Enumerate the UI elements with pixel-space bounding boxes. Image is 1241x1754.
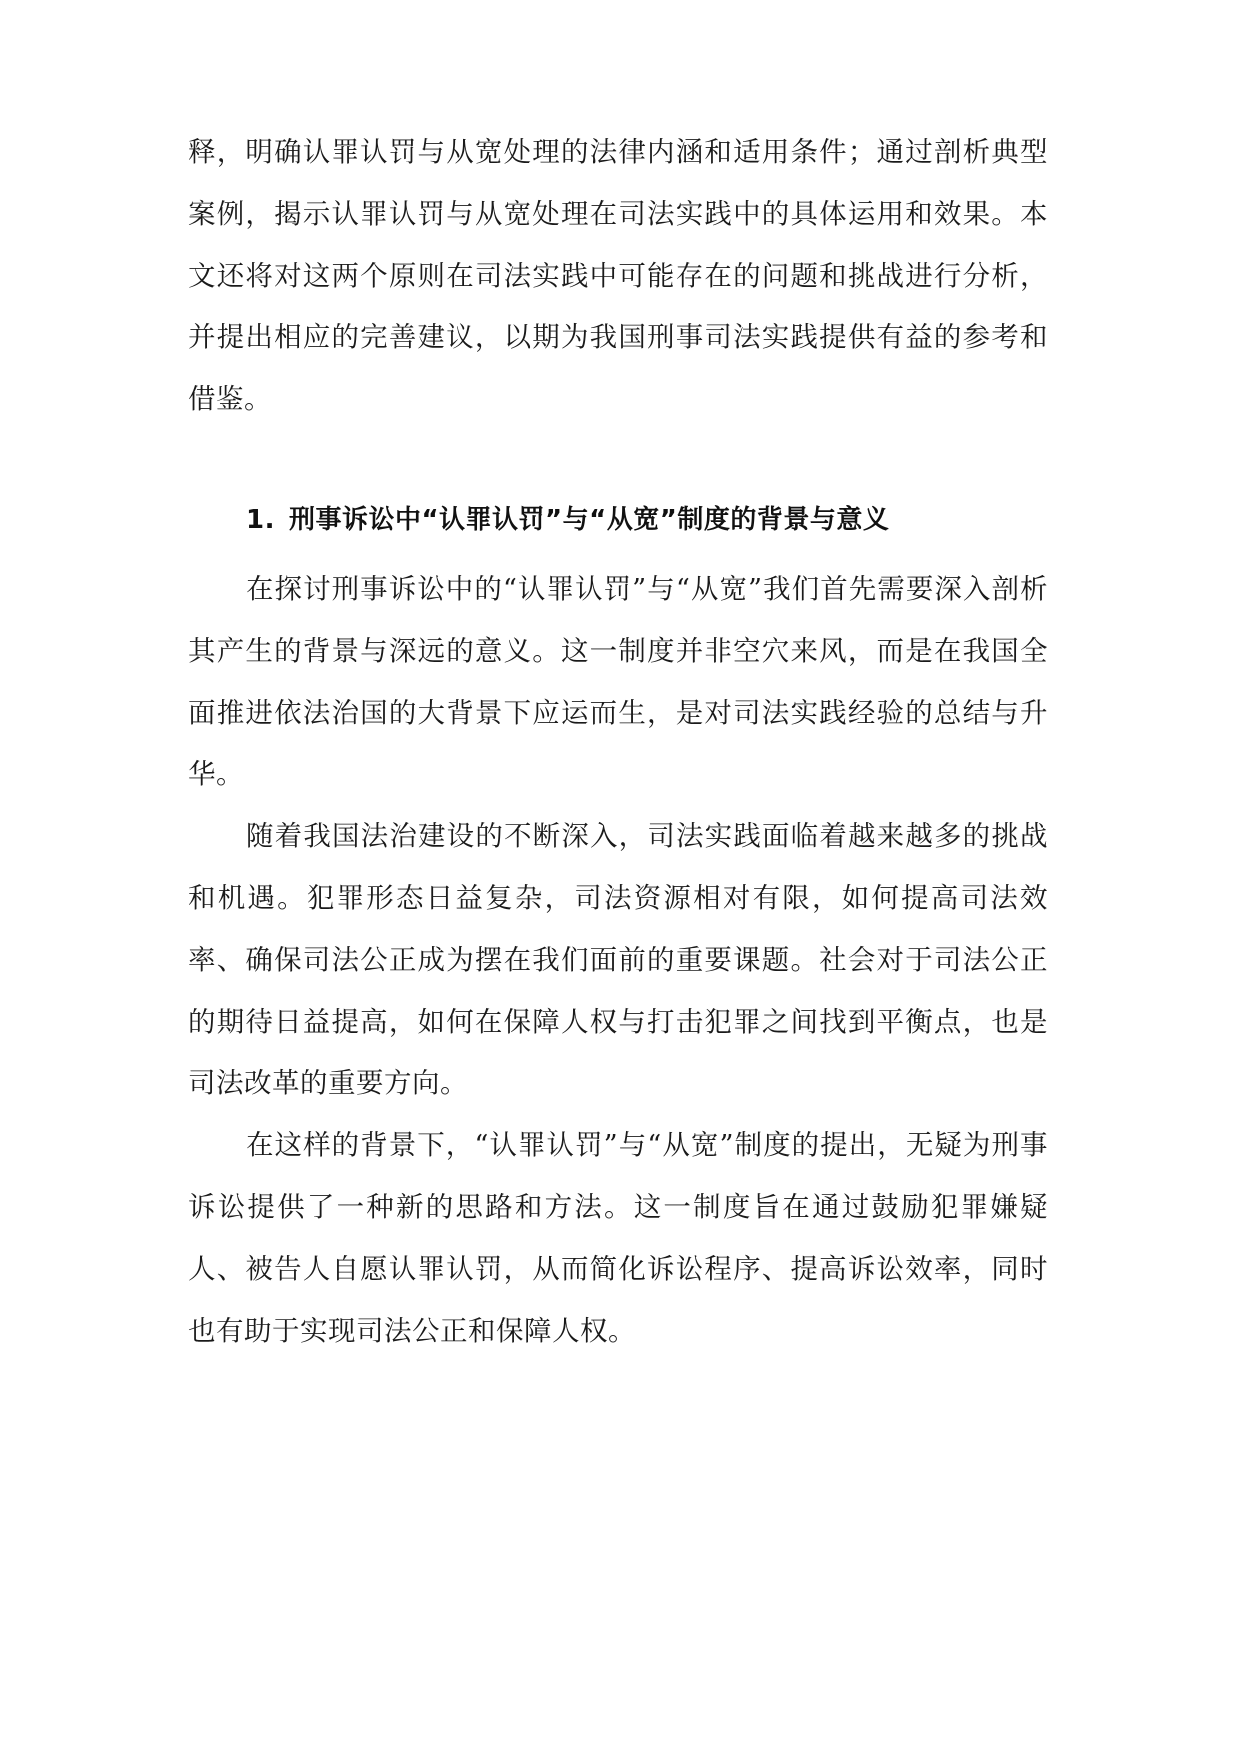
section-body [188,559,1048,1362]
section-heading [246,502,1046,538]
body-paragraph-2: 随着我国法治建设的不断深入，司法实践面临着越来越多的挑战和机遇。犯罪形态日益复杂，司法资源相对有限，如何提高司法效率、确保司法公正成为摆在我们面前的重要课题。社会对于司法公正的期待日益提高，如何在保障人权与打击犯罪之间找到平衡点，也是司法改革的重要方向。 [188,820,1048,1100]
section-number: 1. [246,505,275,535]
body-paragraph-3: 在这样的背景下，“认罪认罚”与“从宽”制度的提出，无疑为刑事诉讼提供了一种新的思路和方法。这一制度旨在通过鼓励犯罪嫌疑人、被告人自愿认罪认罚，从而简化诉讼程序、提高诉讼效率，同时也有助于实现司法公正和保障人权。 [188,1129,1048,1347]
intro-paragraph: 释，明确认罪认罚与从宽处理的法律内涵和适用条件；通过剖析典型案例，揭示认罪认罚与从宽处理在司法实践中的具体运用和效果。本文还将对这两个原则在司法实践中可能存在的问题和挑战进行分析，并提出相应的完善建议，以期为我国刑事司法实践提供有益的参考和借鉴。 [188,136,1048,416]
intro-block [188,122,1048,431]
body-paragraph-1: 在探讨刑事诉讼中的“认罪认罚”与“从宽”我们首先需要深入剖析其产生的背景与深远的意义。这一制度并非空穴来风，而是在我国全面推进依法治国的大背景下应运而生，是对司法实践经验的总结与升华。 [188,573,1048,791]
section-title: 刑事诉讼中“认罪认罚”与“从宽”制度的背景与意义 [288,505,890,535]
